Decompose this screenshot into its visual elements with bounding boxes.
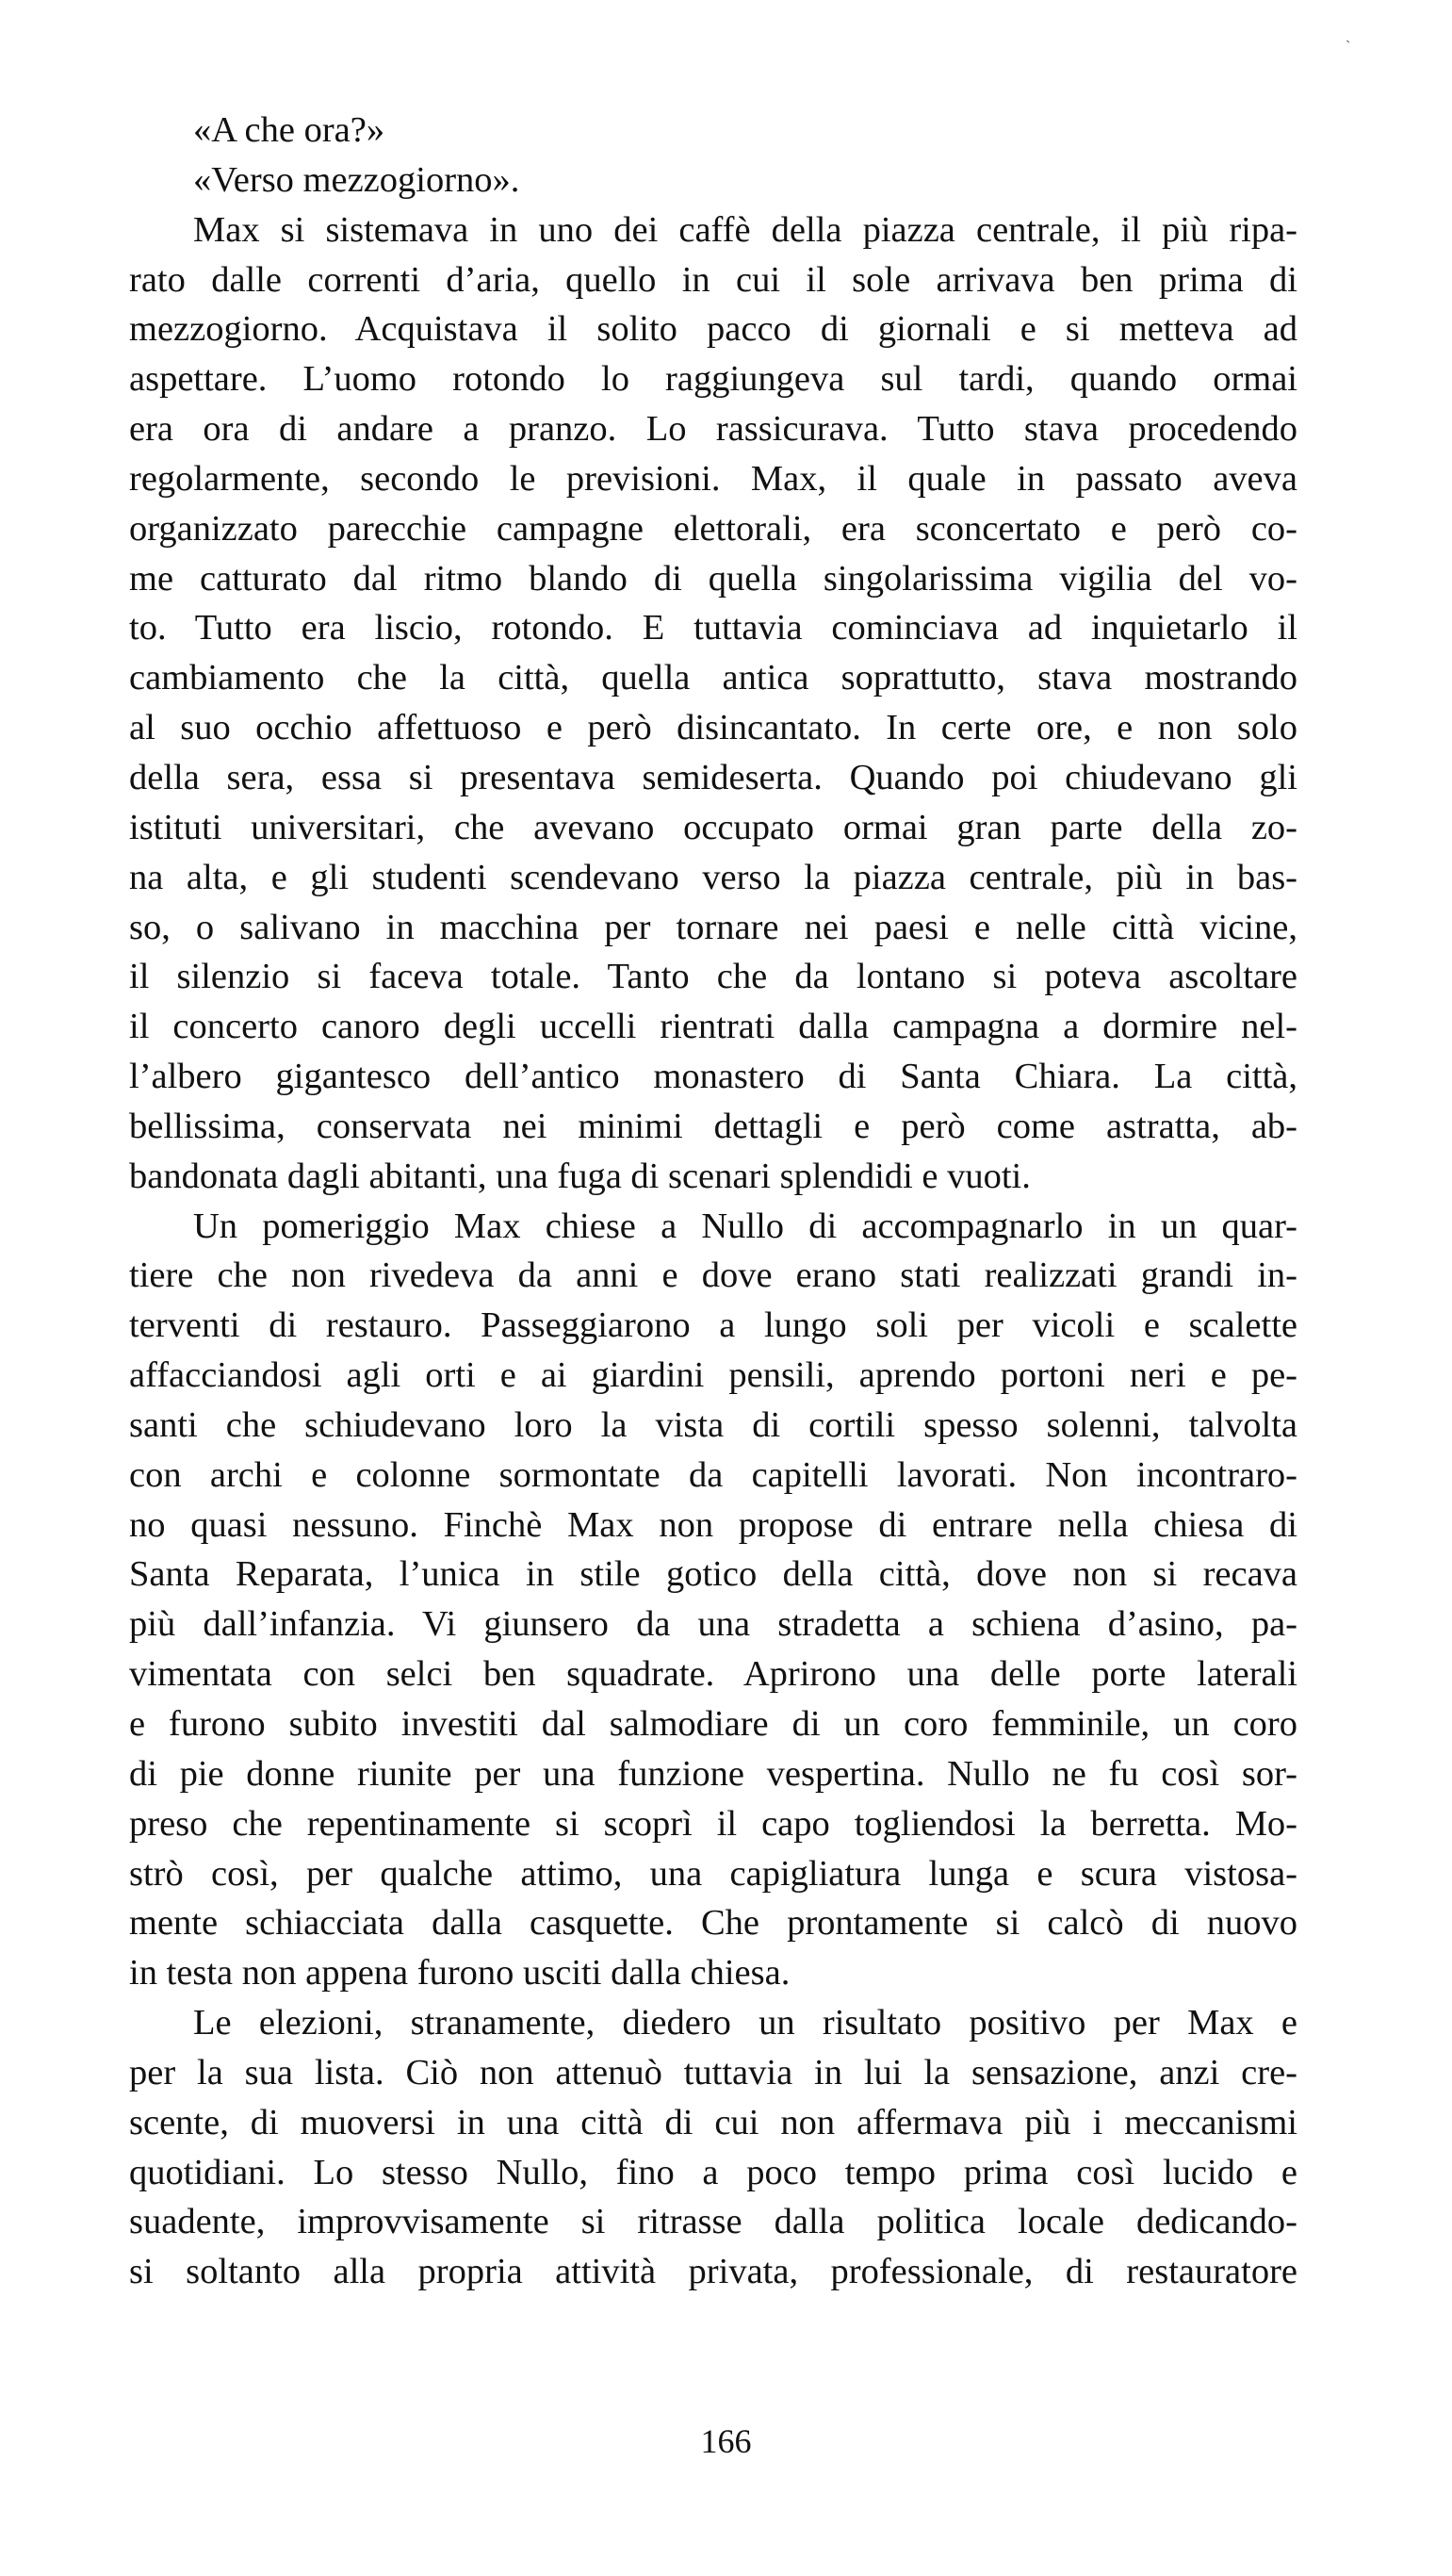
text-line: Santa Reparata, l’unica in stile gotico della città, dove non si recava	[129, 1554, 1297, 1595]
text-line: mente schiacciata dalla casquette. Che prontamente si calcò di nuovo	[129, 1903, 1297, 1944]
text-line: più dall’infanzia. Vi giunsero da una stradetta a schiena d’asino, pa-	[129, 1604, 1297, 1645]
text-line: in testa non appena furono usciti dalla chiesa.	[129, 1953, 791, 1994]
text-line: regolarmente, secondo le previsioni. Max, il quale in passato aveva	[129, 458, 1297, 499]
text-line: si soltanto alla propria attività privata, professionale, di restauratore	[129, 2252, 1297, 2292]
text-line: e furono subito investiti dal salmodiare di un coro femminile, un coro	[129, 1704, 1297, 1744]
text-line: bellissima, conservata nei minimi dettagli e però come astratta, ab-	[129, 1106, 1297, 1146]
text-line: na alta, e gli studenti scendevano verso la piazza centrale, più in bas-	[129, 857, 1297, 897]
text-line: Un pomeriggio Max chiese a Nullo di accompagnarlo in un quar-	[193, 1206, 1297, 1246]
text-line: rato dalle correnti d’aria, quello in cui il sole arrivava ben prima di	[129, 259, 1297, 300]
text-line: aspettare. L’uomo rotondo lo raggiungeva sul tardi, quando ormai	[129, 359, 1297, 400]
text-line: tiere che non rivedeva da anni e dove erano stati realizzati grandi in-	[129, 1255, 1297, 1296]
text-line: preso che repentinamente si scoprì il capo togliendosi la berretta. Mo-	[129, 1803, 1297, 1844]
text-line: l’albero gigantesco dell’antico monastero di Santa Chiara. La città,	[129, 1057, 1297, 1097]
text-line: al suo occhio affettuoso e però disincantato. In certe ore, e non solo	[129, 708, 1297, 748]
text-line: bandonata dagli abitanti, una fuga di scenari splendidi e vuoti.	[129, 1156, 1031, 1196]
text-line: suadente, improvvisamente si ritrasse dalla politica locale dedicando-	[129, 2202, 1297, 2242]
text-line: «A che ora?»	[193, 110, 385, 150]
page-number: 166	[700, 2422, 752, 2460]
text-line: vimentata con selci ben squadrate. Aprirono una delle porte laterali	[129, 1654, 1297, 1695]
text-line: no quasi nessuno. Finchè Max non propose di entrare nella chiesa di	[129, 1504, 1297, 1545]
text-line: istituti universitari, che avevano occupato ormai gran parte della zo-	[129, 807, 1297, 847]
corner-mark: ˎ	[1346, 27, 1351, 43]
text-line: terventi di restauro. Passeggiarono a lungo soli per vicoli e scalette	[129, 1305, 1297, 1346]
text-line: Le elezioni, stranamente, diedero un risultato positivo per Max e	[193, 2003, 1297, 2043]
text-line: Max si sistemava in uno dei caffè della piazza centrale, il più ripa-	[193, 209, 1297, 250]
text-line: santi che schiudevano loro la vista di cortili spesso solenni, talvolta	[129, 1404, 1297, 1445]
text-line: affacciandosi agli orti e ai giardini pensili, aprendo portoni neri e pe-	[129, 1355, 1297, 1396]
text-line: to. Tutto era liscio, rotondo. E tuttavia cominciava ad inquietarlo il	[129, 608, 1297, 648]
text-line: me catturato dal ritmo blando di quella singolarissima vigilia del vo-	[129, 558, 1297, 599]
text-line: so, o salivano in macchina per tornare nei paesi e nelle città vicine,	[129, 907, 1297, 947]
text-line: organizzato parecchie campagne elettorali, era sconcertato e però co-	[129, 508, 1297, 549]
text-line: il concerto canoro degli uccelli rientrati dalla campagna a dormire nel-	[129, 1007, 1297, 1047]
body-text	[129, 106, 1297, 2297]
text-line: cambiamento che la città, quella antica soprattutto, stava mostrando	[129, 658, 1297, 698]
text-line: «Verso mezzogiorno».	[193, 159, 520, 200]
text-line: quotidiani. Lo stesso Nullo, fino a poco tempo prima così lucido e	[129, 2152, 1297, 2192]
text-line: per la sua lista. Ciò non attenuò tuttavia in lui la sensazione, anzi cre-	[129, 2052, 1297, 2092]
text-line: mezzogiorno. Acquistava il solito pacco di giornali e si metteva ad	[129, 309, 1297, 350]
text-line: di pie donne riunite per una funzione vespertina. Nullo ne fu così sor-	[129, 1753, 1297, 1794]
text-line: strò così, per qualche attimo, una capigliatura lunga e scura vistosa-	[129, 1853, 1297, 1894]
text-line: il silenzio si faceva totale. Tanto che da lontano si poteva ascoltare	[129, 957, 1297, 997]
text-line: con archi e colonne sormontate da capitelli lavorati. Non incontraro-	[129, 1454, 1297, 1495]
text-line: della sera, essa si presentava semideserta. Quando poi chiudevano gli	[129, 757, 1297, 797]
text-line: scente, di muoversi in una città di cui non affermava più i meccanismi	[129, 2102, 1297, 2142]
text-line: era ora di andare a pranzo. Lo rassicurava. Tutto stava procedendo	[129, 409, 1297, 450]
